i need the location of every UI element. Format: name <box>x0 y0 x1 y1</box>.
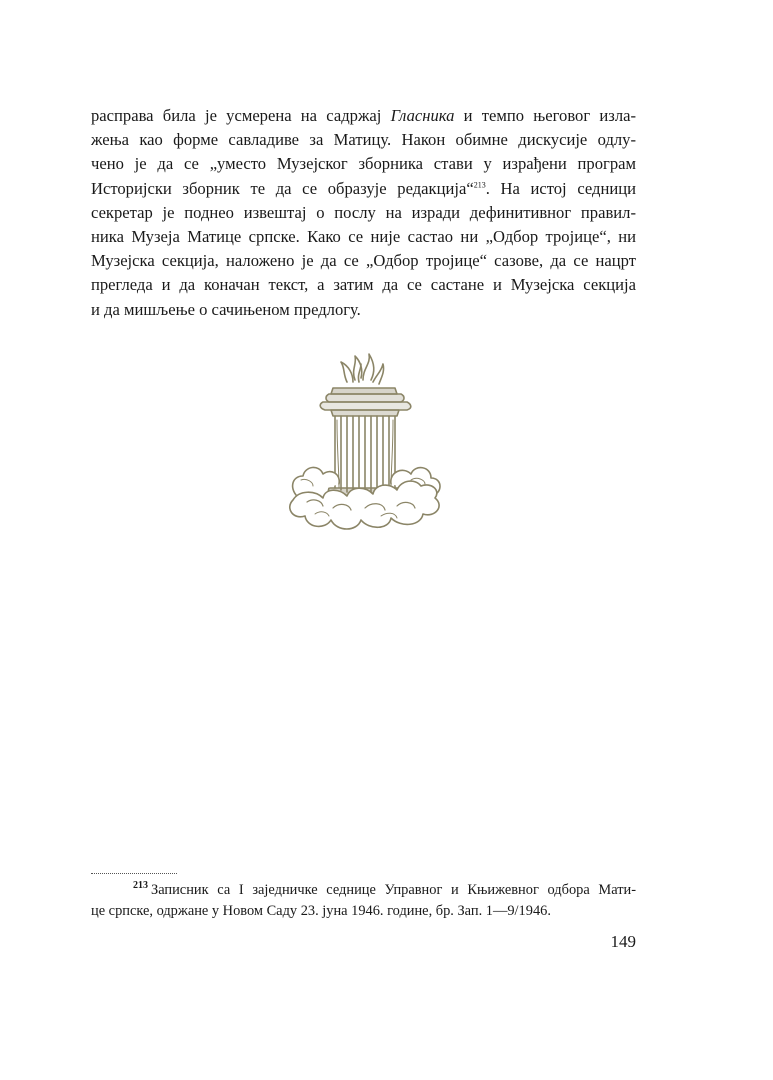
column-ornament-icon <box>285 350 445 535</box>
footnote-separator <box>91 873 177 874</box>
italic-title: Гласника <box>390 106 455 125</box>
body-paragraph <box>91 104 636 322</box>
footnote-line: $^{213}$ Записник са I заједничке седнице Управног и Књижевног одбора Мати- <box>133 880 636 898</box>
footnote-number: 213 <box>133 880 148 892</box>
text-line: прегледа и да коначан текст, а затим да се састане и Музејска секција <box>91 275 636 295</box>
text-line: жења као форме савладиве за Матицу. Након обимне дискусије одлу- <box>91 130 636 150</box>
text-line: ника Музеја Матице српске. Како се није састао ни „Одбор тројице“, ни <box>91 227 636 247</box>
text-line: расправа била је усмерена на садржај Гласника и темпо његовог изла- <box>91 106 636 125</box>
footnote-line: це српске, одржане у Новом Саду 23. јуна 1946. године, бр. Зап. 1—9/1946. <box>91 903 551 919</box>
text-line: и да мишљење о сачињеном предлогу. <box>91 299 361 319</box>
footnote <box>91 880 636 922</box>
text-line: чено је да се „уместо Музејског зборника стави у израђени програм <box>91 154 636 174</box>
footnote-reference[interactable]: 213 <box>473 180 486 190</box>
page-number: 149 <box>610 932 636 951</box>
text-line: Музејска секција, наложено је да се „Одбор тројице“ сазове, да се нацрт <box>91 251 636 271</box>
text-line: секретар је поднео извештај о послу на изради дефинитивног правил- <box>91 202 636 222</box>
text-line: Историјски зборник те да се образује редакција“$^{213}$. На истој седници <box>91 178 636 198</box>
